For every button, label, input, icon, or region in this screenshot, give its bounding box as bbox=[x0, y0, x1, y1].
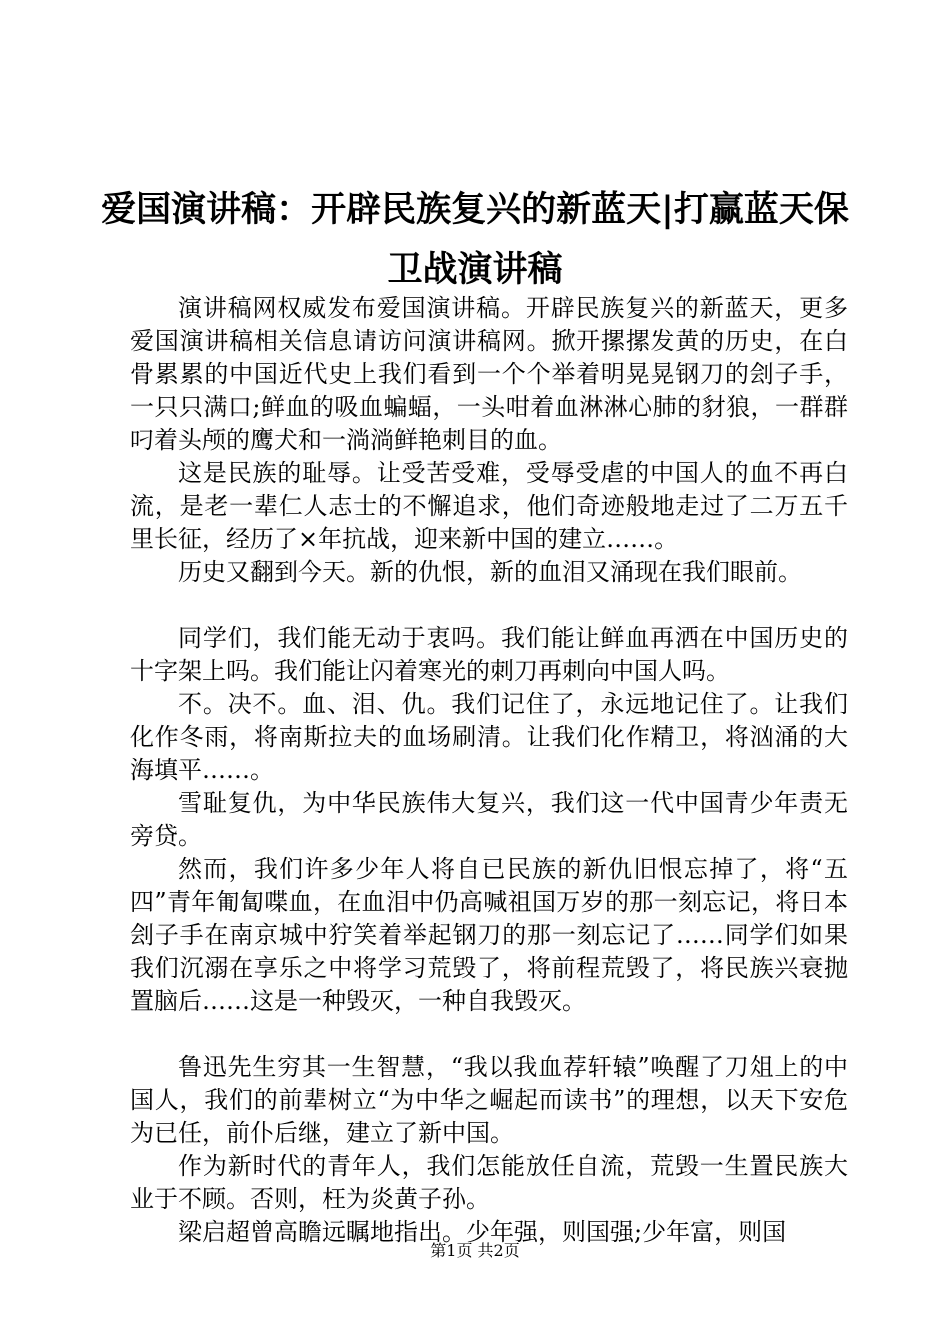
paragraph: 鲁迅先生穷其一生智慧，“我以我血荐轩辕”唤醒了刀俎上的中国人，我们的前辈树立“为中华之崛起而读书”的理想，以天下安危为已任，前仆后继，建立了新中国。 bbox=[130, 1053, 848, 1147]
page-footer: 第1页 共2页 bbox=[430, 1241, 520, 1260]
paragraph: 同学们，我们能无动于衷吗。我们能让鲜血再洒在中国历史的十字架上吗。我们能让闪着寒光的刺刀再刺向中国人吗。 bbox=[130, 624, 848, 685]
paragraph: 作为新时代的青年人，我们怎能放任自流，荒毁一生置民族大业于不顾。否则，枉为炎黄子孙。 bbox=[130, 1152, 848, 1213]
paragraph: 不。决不。血、泪、仇。我们记住了，永远地记住了。让我们化作冬雨，将南斯拉夫的血场刷清。让我们化作精卫，将汹涌的大海填平……。 bbox=[130, 690, 848, 784]
paragraph: 然而，我们许多少年人将自已民族的新仇旧恨忘掉了，将“五四”青年匍匐喋血，在血泪中仍高喊祖国万岁的那一刻忘记，将日本刽子手在南京城中狞笑着举起钢刀的那一刻忘记了……同学们如果我们沉溺在享乐之中将学习荒毁了，将前程荒毁了，将民族兴衰抛置脑后……这是一种毁灭，一种自我毁灭。 bbox=[130, 855, 848, 1015]
paragraph: 雪耻复仇，为中华民族伟大复兴，我们这一代中国青少年责无旁贷。 bbox=[130, 789, 848, 850]
paragraph: 演讲稿网权威发布爱国演讲稿。开辟民族复兴的新蓝天，更多爱国演讲稿相关信息请访问演讲稿网。掀开摞摞发黄的历史，在白骨累累的中国近代史上我们看到一个个举着明晃晃钢刀的刽子手，一只只满口;鲜血的吸血蝙蝠，一头咁着血淋淋心肺的豺狼，一群群叼着头颅的鹰犬和一淌淌鲜艳刺目的血。 bbox=[130, 294, 848, 454]
paragraph: 梁启超曾高瞻远瞩地指出。少年强，则国强;少年富，则国 bbox=[178, 1218, 787, 1246]
document-body bbox=[130, 292, 848, 1249]
paragraph: 这是民族的耻辱。让受苦受难，受辱受虐的中国人的血不再白流，是老一辈仁人志士的不懈追求，他们奇迹般地走过了二万五千里长征，经历了×年抗战，迎来新中国的建立……。 bbox=[130, 459, 848, 553]
document-title: 爱国演讲稿：开辟民族复兴的新蓝天|打赢蓝天保卫战演讲稿 bbox=[101, 189, 849, 290]
paragraph: 历史又翻到今天。新的仇恨，新的血泪又涌现在我们眼前。 bbox=[178, 558, 802, 586]
